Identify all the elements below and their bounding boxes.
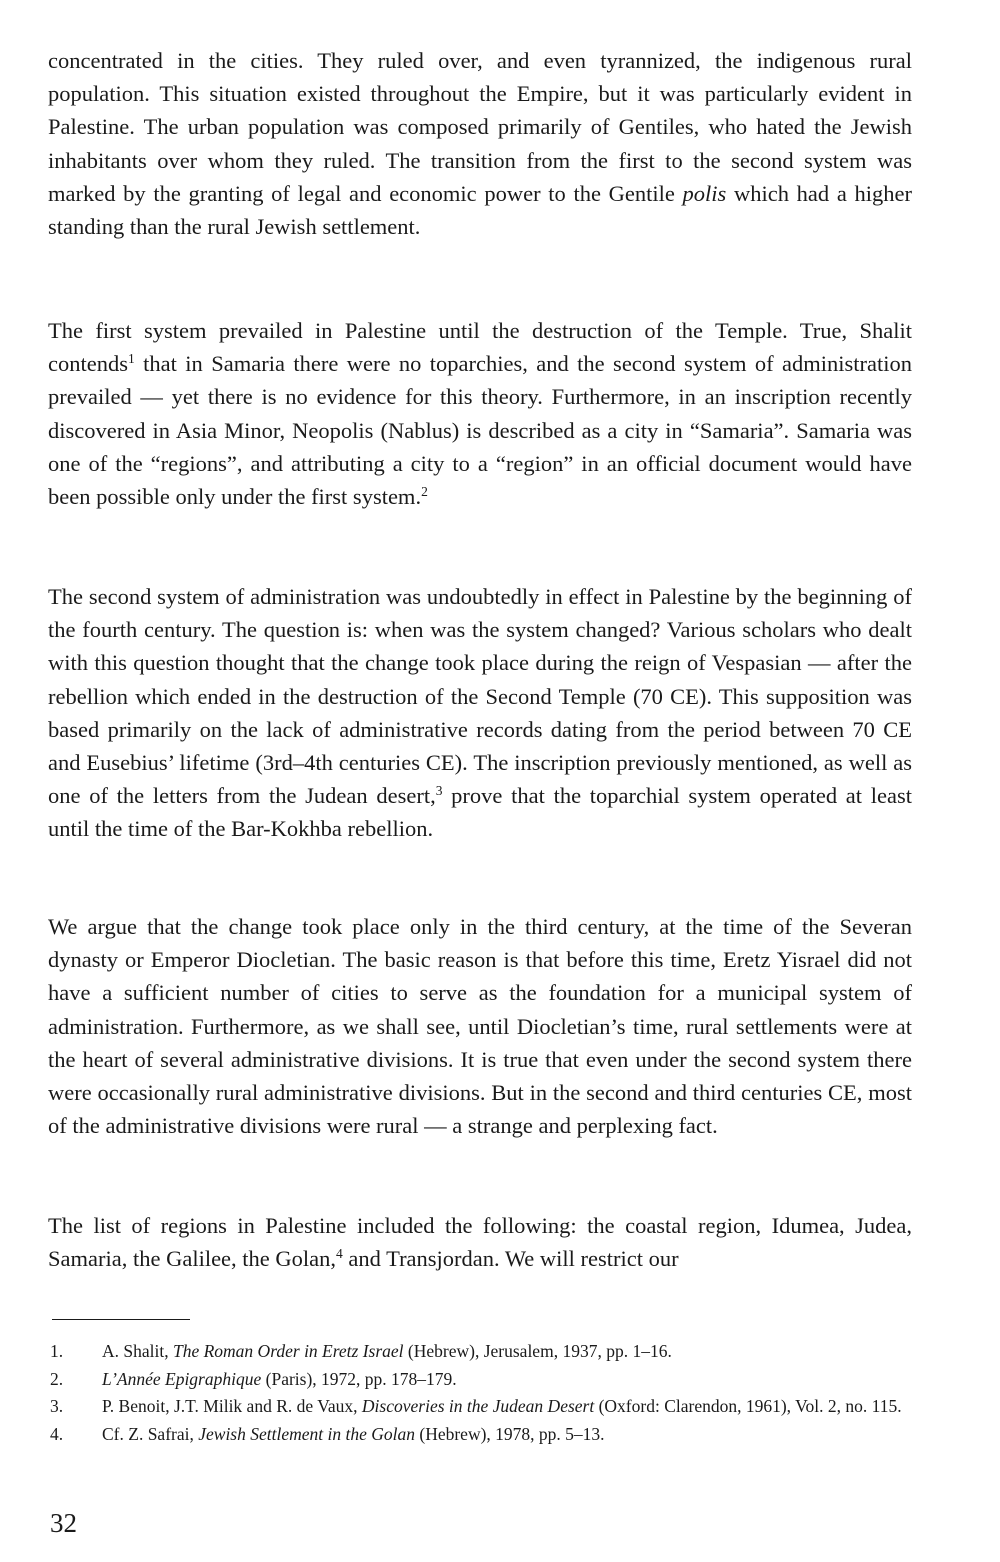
body-paragraph: We argue that the change took place only in the third century, at the time of the Severan dynasty or Emperor Diocletian. The basic reason is that before this time, Eretz Yisrael did not have a sufficient number of cities to serve as the foundation for a municipal system of administration. Furthermore, as we shall see, until Diocletian’s time, rural settlements were at the heart of several administrative divisions. It is true that even under the second system there were occasionally rural administrative divisions. But in the second and third centuries CE, most of the administrative divisions were rural — a strange and perplexing fact. — [48, 914, 912, 1139]
footnote-divider — [52, 1319, 190, 1320]
italic-term: polis — [682, 180, 727, 206]
footnote-number: 2. — [50, 1368, 64, 1389]
footnote: 2. L’Année Epigraphique (Paris), 1972, pp. 178–179. — [50, 1366, 925, 1394]
footnote-ref: 1 — [127, 351, 135, 367]
footnote-number: 1. — [50, 1341, 64, 1361]
footnote: 4. Cf. Z. Safrai, Jewish Settlement in the Golan (Hebrew), 1978, pp. 5–13. — [50, 1421, 925, 1449]
footnote-ref: 4 — [336, 1246, 343, 1262]
page-number: 32 — [50, 1508, 77, 1538]
footnote: 3. P. Benoit, J.T. Milik and R. de Vaux, Discoveries in the Judean Desert (Oxford: Clarendon, 1961), Vol. 2, no. 115. — [50, 1393, 925, 1421]
footnote-ref: 2 — [421, 483, 428, 499]
body-paragraph: concentrated in the cities. They ruled over, and even tyrannized, the indigenous rural population. This situation existed throughout the Empire, but it was particularly evident in Palestine. The urban population was composed primarily of Gentiles, who hated the Jewish inhabitants over whom they ruled. The transition from the first to the second system was marked by the granting of legal and economic power to the Gentile polis which had a higher standing than the rural Jewish settlement. — [48, 48, 912, 240]
body-paragraph: The second system of administration was undoubtedly in effect in Palestine by the beginning of the fourth century. The question is: when was the system changed? Various scholars who dealt with this question thought that the change took place during the reign of Vespasian — after the rebellion which ended in the destruction of the Second Temple (70 CE). This supposition was based primarily on the lack of administrative records dating from the period between 70 CE and Eusebius’ lifetime (3rd–4th centuries CE). The inscription previously mentioned, as well as one of the letters from the Judean desert,$^3$ prove that the toparchial system operated at least until the time of the Bar-Kokhba rebellion. — [48, 584, 912, 842]
body-paragraph: The first system prevailed in Palestine until the destruction of the Temple. True, Shalit contends$^1$ that in Samaria there were no toparchies, and the second system of administration prevailed — yet there is no evidence for this theory. Furthermore, in an inscription recently discovered in Asia Minor, Neopolis (Nablus) is described as a city in “Samaria”. Samaria was one of the “regions”, and attributing a city to a “region” in an official document would have been possible only under the first system.$^2$ — [48, 318, 912, 510]
body-paragraph: The list of regions in Palestine included the following: the coastal region, Idumea, Judea, Samaria, the Galilee, the Golan,$^4$ and Transjordan. We will restrict our — [48, 1213, 912, 1272]
footnote: 1. A. Shalit, The Roman Order in Eretz Israel (Hebrew), Jerusalem, 1937, pp. 1–16. — [50, 1338, 925, 1366]
footnotes — [50, 1338, 925, 1448]
footnote-ref: 3 — [435, 783, 443, 799]
footnote-number: 3. — [50, 1396, 64, 1416]
footnote-number: 4. — [50, 1423, 64, 1444]
